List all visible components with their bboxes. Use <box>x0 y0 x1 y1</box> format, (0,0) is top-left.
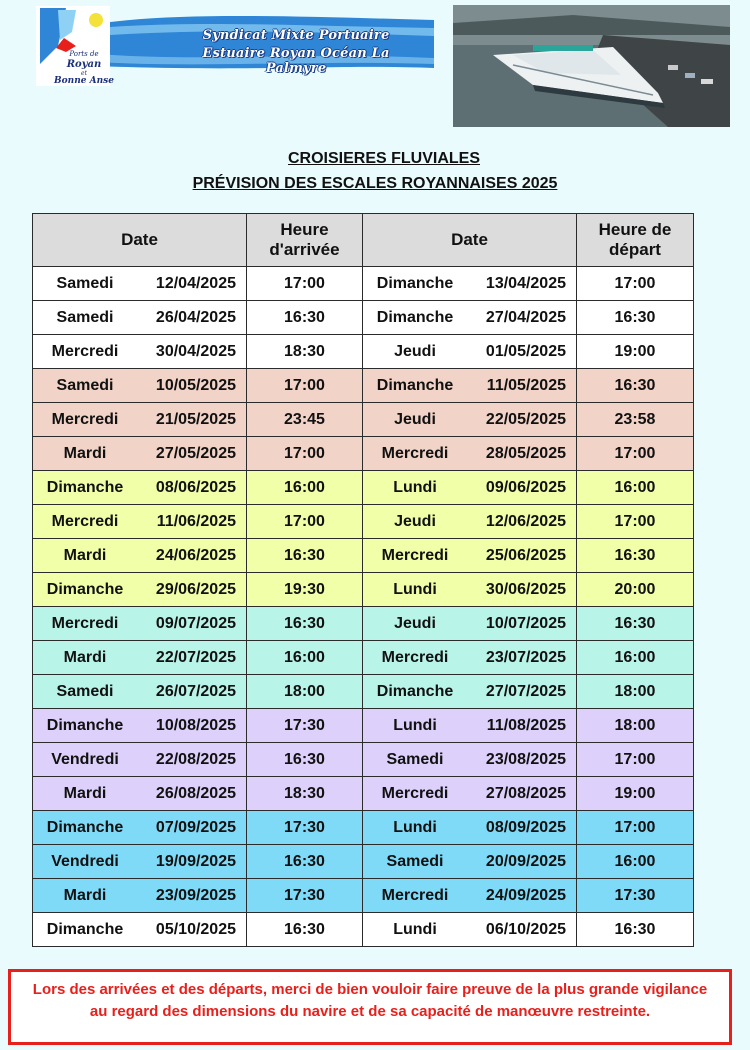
arrival-date: 27/05/2025 <box>155 444 236 462</box>
arrival-day: Samedi <box>56 376 114 394</box>
departure-date-cell <box>363 437 577 471</box>
arrival-date-cell <box>33 743 247 777</box>
arrival-time: 17:30 <box>247 811 363 845</box>
departure-date: 11/05/2025 <box>486 376 566 394</box>
table-row <box>33 301 694 335</box>
arrival-time: 16:00 <box>247 471 363 505</box>
departure-time: 17:00 <box>577 437 694 471</box>
table-row <box>33 403 694 437</box>
arrival-time: 23:45 <box>247 403 363 437</box>
table-row <box>33 505 694 539</box>
arrival-date-cell <box>33 811 247 845</box>
departure-day: Mercredi <box>381 784 449 802</box>
logo-caption-1: Ports de <box>69 50 99 58</box>
arrival-date: 05/10/2025 <box>155 920 236 938</box>
departure-date: 27/04/2025 <box>485 308 566 326</box>
departure-day: Jeudi <box>394 614 436 632</box>
arrival-time: 16:30 <box>247 743 363 777</box>
arrival-date: 09/07/2025 <box>155 614 236 632</box>
departure-date: 30/06/2025 <box>485 580 566 598</box>
arrival-date: 10/08/2025 <box>155 716 236 734</box>
table-row <box>33 675 694 709</box>
table-row <box>33 743 694 777</box>
table-row <box>33 879 694 913</box>
arrival-time: 19:30 <box>247 573 363 607</box>
table-row <box>33 913 694 947</box>
arrival-date-cell <box>33 403 247 437</box>
table-row <box>33 437 694 471</box>
table-header-row <box>33 214 694 267</box>
departure-date-cell <box>363 879 577 913</box>
departure-day: Lundi <box>393 580 437 598</box>
table-row <box>33 471 694 505</box>
arrival-time: 17:00 <box>247 369 363 403</box>
arrival-date-cell <box>33 777 247 811</box>
cruise-ship-photo <box>453 5 730 127</box>
arrival-time: 17:30 <box>247 879 363 913</box>
departure-date: 27/08/2025 <box>485 784 566 802</box>
arrival-day: Mardi <box>63 546 107 564</box>
departure-date-cell <box>363 335 577 369</box>
table-row <box>33 573 694 607</box>
departure-date: 22/05/2025 <box>485 410 566 428</box>
arrival-date-cell <box>33 709 247 743</box>
arrival-day: Mardi <box>63 444 107 462</box>
departure-date-cell <box>363 471 577 505</box>
arrival-date: 26/07/2025 <box>155 682 236 700</box>
arrival-day: Dimanche <box>46 818 124 836</box>
departure-time: 16:30 <box>577 369 694 403</box>
arrival-date-cell <box>33 505 247 539</box>
departure-date-cell <box>363 267 577 301</box>
arrival-date-cell <box>33 539 247 573</box>
departure-date: 12/06/2025 <box>485 512 566 530</box>
departure-date-cell <box>363 573 577 607</box>
departure-date: 08/09/2025 <box>485 818 566 836</box>
departure-date-cell <box>363 369 577 403</box>
org-name-line2: Estuaire Royan Océan La Palmyre <box>202 46 390 76</box>
arrival-day: Mercredi <box>51 512 119 530</box>
title-prevision: PRÉVISION DES ESCALES ROYANNAISES 2025 <box>192 175 558 192</box>
arrival-time: 16:30 <box>247 913 363 947</box>
header-departure-time <box>577 214 694 267</box>
org-name-line1: Syndicat Mixte Portuaire <box>202 28 390 43</box>
departure-date-cell <box>363 709 577 743</box>
departure-time: 16:30 <box>577 539 694 573</box>
departure-date: 28/05/2025 <box>485 444 566 462</box>
departure-day: Lundi <box>393 818 437 836</box>
table-row <box>33 539 694 573</box>
departure-date: 09/06/2025 <box>485 478 566 496</box>
arrival-day: Samedi <box>56 682 114 700</box>
arrival-time: 17:00 <box>247 267 363 301</box>
table-row <box>33 777 694 811</box>
arrival-time: 17:00 <box>247 505 363 539</box>
arrival-date-cell <box>33 573 247 607</box>
departure-day: Dimanche <box>376 682 454 700</box>
departure-time: 19:00 <box>577 777 694 811</box>
departure-day: Samedi <box>386 852 444 870</box>
departure-date-cell <box>363 403 577 437</box>
header-arrival-time-label: Heure d'arrivée <box>269 220 340 259</box>
departure-time: 17:00 <box>577 267 694 301</box>
arrival-date: 24/06/2025 <box>155 546 236 564</box>
safety-notice-text: Lors des arrivées et des départs, merci de bien vouloir faire preuve de la plus grande vigilance au regard des dimensions du navire et de sa capacité de manœuvre restreinte. <box>32 981 708 1020</box>
arrival-date-cell <box>33 267 247 301</box>
departure-date: 23/08/2025 <box>485 750 566 768</box>
departure-date-cell <box>363 539 577 573</box>
arrival-date-cell <box>33 335 247 369</box>
arrival-date: 30/04/2025 <box>155 342 236 360</box>
schedule-table <box>32 213 694 947</box>
departure-time: 16:30 <box>577 913 694 947</box>
header-departure-time-label: Heure de départ <box>598 220 672 259</box>
table-row <box>33 709 694 743</box>
arrival-date: 07/09/2025 <box>155 818 236 836</box>
arrival-day: Vendredi <box>51 852 119 870</box>
arrival-day: Dimanche <box>46 478 124 496</box>
departure-date: 01/05/2025 <box>485 342 566 360</box>
departure-time: 17:30 <box>577 879 694 913</box>
arrival-time: 17:00 <box>247 437 363 471</box>
departure-day: Lundi <box>393 478 437 496</box>
departure-time: 18:00 <box>577 675 694 709</box>
departure-date: 24/09/2025 <box>485 886 566 904</box>
departure-day: Mercredi <box>381 444 449 462</box>
arrival-time: 18:30 <box>247 335 363 369</box>
arrival-date-cell <box>33 301 247 335</box>
departure-day: Dimanche <box>376 376 454 394</box>
table-row <box>33 335 694 369</box>
departure-time: 16:00 <box>577 845 694 879</box>
arrival-date: 10/05/2025 <box>155 376 236 394</box>
arrival-date-cell <box>33 641 247 675</box>
departure-date-cell <box>363 301 577 335</box>
departure-time: 16:00 <box>577 641 694 675</box>
departure-date-cell <box>363 811 577 845</box>
arrival-day: Mercredi <box>51 410 119 428</box>
ports-logo <box>36 6 114 86</box>
arrival-day: Samedi <box>56 274 114 292</box>
arrival-time: 17:30 <box>247 709 363 743</box>
departure-day: Mercredi <box>381 886 449 904</box>
departure-time: 23:58 <box>577 403 694 437</box>
arrival-date-cell <box>33 471 247 505</box>
departure-date: 20/09/2025 <box>485 852 566 870</box>
departure-date-cell <box>363 845 577 879</box>
departure-date: 10/07/2025 <box>485 614 566 632</box>
departure-time: 19:00 <box>577 335 694 369</box>
departure-date: 27/07/2025 <box>485 682 566 700</box>
departure-time: 16:30 <box>577 607 694 641</box>
logo-caption-2: Royan <box>66 59 102 70</box>
arrival-date: 21/05/2025 <box>155 410 236 428</box>
departure-date: 06/10/2025 <box>485 920 566 938</box>
departure-date-cell <box>363 641 577 675</box>
departure-day: Jeudi <box>394 410 436 428</box>
departure-time: 16:30 <box>577 301 694 335</box>
departure-date-cell <box>363 607 577 641</box>
departure-day: Samedi <box>386 750 444 768</box>
arrival-day: Vendredi <box>51 750 119 768</box>
departure-day: Lundi <box>393 920 437 938</box>
departure-time: 16:00 <box>577 471 694 505</box>
departure-day: Mercredi <box>381 648 449 666</box>
departure-time: 17:00 <box>577 743 694 777</box>
arrival-time: 16:30 <box>247 845 363 879</box>
departure-date-cell <box>363 777 577 811</box>
arrival-time: 16:30 <box>247 301 363 335</box>
departure-date: 11/08/2025 <box>486 716 566 734</box>
arrival-day: Mardi <box>63 648 107 666</box>
table-row <box>33 607 694 641</box>
departure-time: 20:00 <box>577 573 694 607</box>
arrival-date: 22/08/2025 <box>155 750 236 768</box>
arrival-day: Dimanche <box>46 580 124 598</box>
arrival-date-cell <box>33 845 247 879</box>
departure-date-cell <box>363 913 577 947</box>
departure-date: 23/07/2025 <box>485 648 566 666</box>
arrival-date: 29/06/2025 <box>155 580 236 598</box>
arrival-date: 26/04/2025 <box>155 308 236 326</box>
departure-date: 25/06/2025 <box>485 546 566 564</box>
table-row <box>33 845 694 879</box>
logo-caption-4: Bonne Anse <box>54 76 114 86</box>
departure-date-cell <box>363 505 577 539</box>
header-date-arrival: Date <box>33 214 247 267</box>
header-banner <box>36 6 434 86</box>
departure-day: Dimanche <box>376 274 454 292</box>
arrival-day: Mercredi <box>51 614 119 632</box>
arrival-date-cell <box>33 675 247 709</box>
arrival-time: 18:00 <box>247 675 363 709</box>
header-date-departure: Date <box>363 214 577 267</box>
arrival-date: 19/09/2025 <box>155 852 236 870</box>
departure-time: 18:00 <box>577 709 694 743</box>
arrival-date-cell <box>33 913 247 947</box>
arrival-date: 23/09/2025 <box>155 886 236 904</box>
logo-caption-3: et <box>81 70 87 77</box>
arrival-day: Mardi <box>63 886 107 904</box>
arrival-date-cell <box>33 879 247 913</box>
arrival-day: Mercredi <box>51 342 119 360</box>
departure-day: Dimanche <box>376 308 454 326</box>
arrival-date: 26/08/2025 <box>155 784 236 802</box>
departure-day: Jeudi <box>394 512 436 530</box>
departure-day: Jeudi <box>394 342 436 360</box>
header-arrival-time <box>247 214 363 267</box>
table-row <box>33 369 694 403</box>
arrival-date-cell <box>33 437 247 471</box>
title-croisieres: CROISIERES FLUVIALES <box>287 150 481 167</box>
arrival-date: 11/06/2025 <box>156 512 236 530</box>
arrival-time: 16:30 <box>247 539 363 573</box>
arrival-day: Samedi <box>56 308 114 326</box>
arrival-time: 18:30 <box>247 777 363 811</box>
arrival-time: 16:30 <box>247 607 363 641</box>
departure-time: 17:00 <box>577 811 694 845</box>
arrival-date: 08/06/2025 <box>155 478 236 496</box>
schedule-rows <box>33 267 694 947</box>
departure-date-cell <box>363 675 577 709</box>
arrival-date: 12/04/2025 <box>155 274 236 292</box>
document-titles <box>0 146 750 196</box>
departure-day: Mercredi <box>381 546 449 564</box>
departure-date-cell <box>363 743 577 777</box>
table-row <box>33 811 694 845</box>
arrival-time: 16:00 <box>247 641 363 675</box>
arrival-date-cell <box>33 369 247 403</box>
departure-day: Lundi <box>393 716 437 734</box>
arrival-day: Dimanche <box>46 716 124 734</box>
arrival-day: Mardi <box>63 784 107 802</box>
departure-date: 13/04/2025 <box>485 274 566 292</box>
arrival-date-cell <box>33 607 247 641</box>
table-row <box>33 641 694 675</box>
arrival-date: 22/07/2025 <box>155 648 236 666</box>
departure-time: 17:00 <box>577 505 694 539</box>
safety-notice <box>8 969 732 1045</box>
table-row <box>33 267 694 301</box>
arrival-day: Dimanche <box>46 920 124 938</box>
